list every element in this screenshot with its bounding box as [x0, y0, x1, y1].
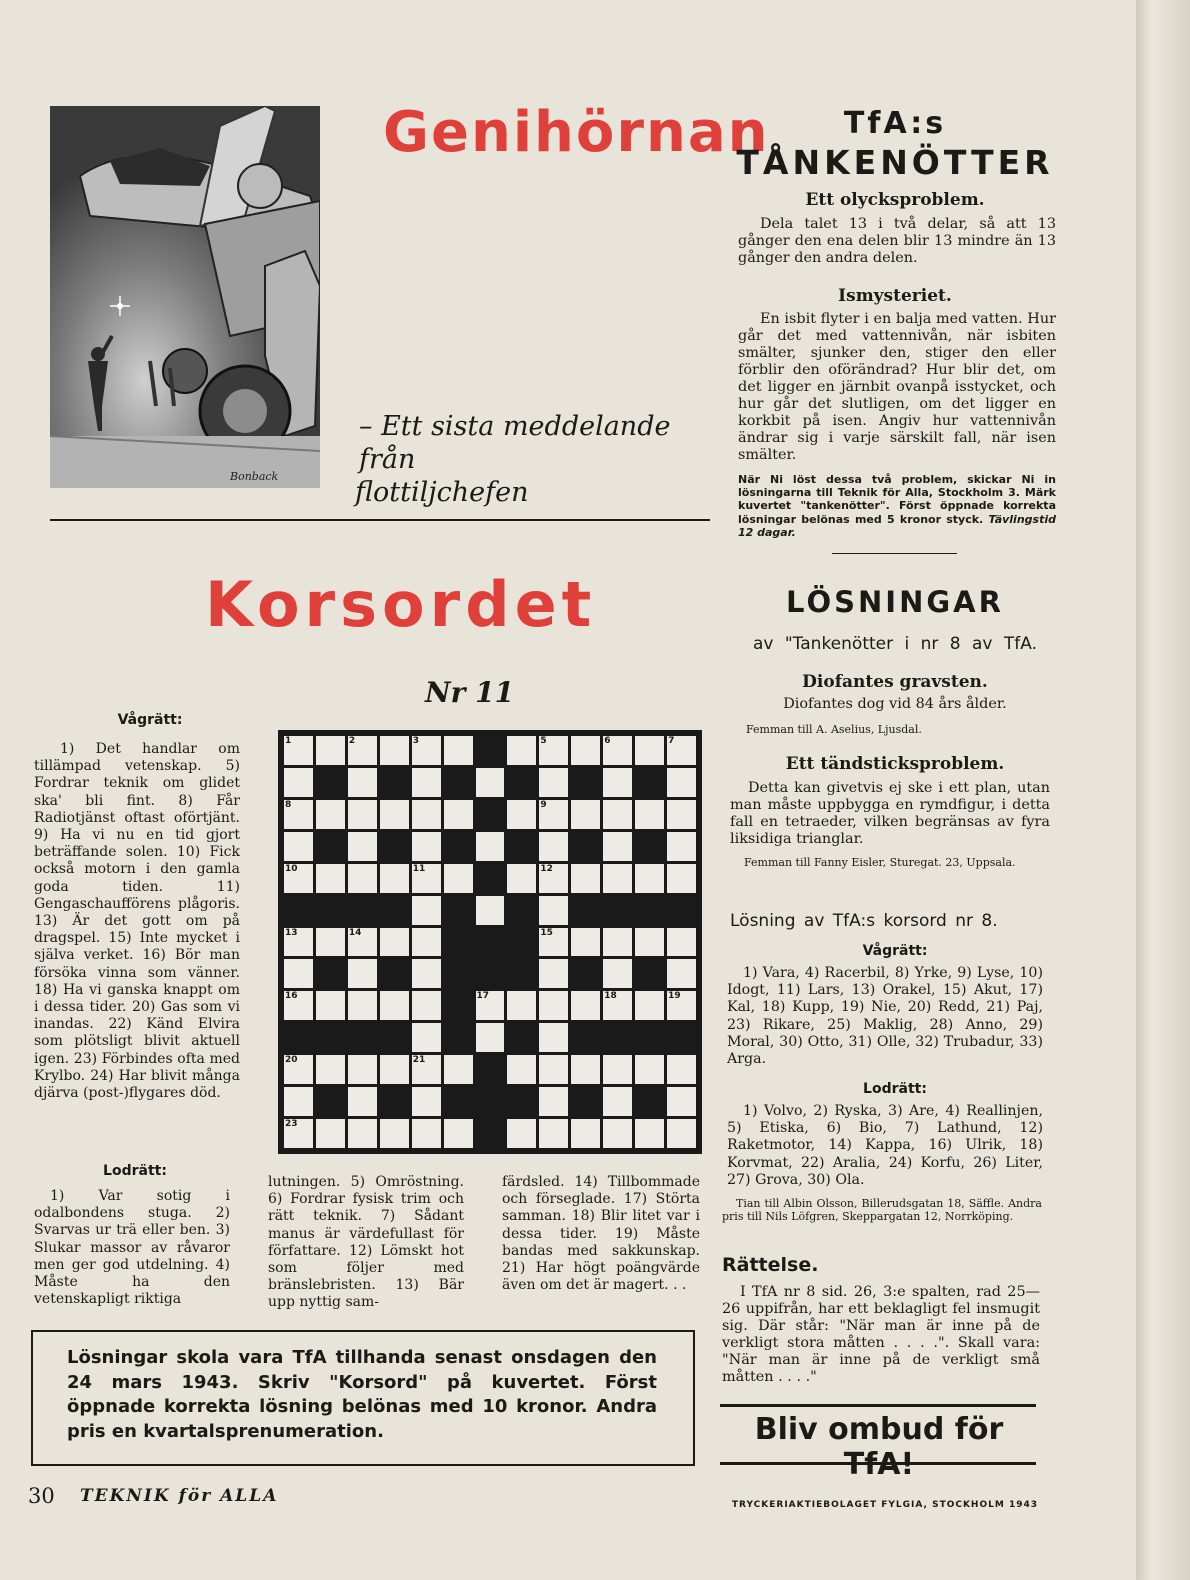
crossword-cell[interactable]: [667, 1087, 696, 1116]
crossword-cell[interactable]: [539, 959, 568, 988]
crossword-cell[interactable]: [635, 736, 664, 765]
short-divider: [832, 553, 957, 554]
crossword-cell[interactable]: [667, 768, 696, 797]
crossword-cell[interactable]: [348, 1087, 377, 1116]
losningar-header: LÖSNINGAR: [786, 585, 1004, 619]
crossword-cell[interactable]: [635, 1055, 664, 1084]
diofantes-prize: Femman till A. Aselius, Ljusdal.: [746, 723, 922, 736]
crossword-cell[interactable]: [571, 991, 600, 1020]
down-clues-col1: 1) Var sotig i odalbondens stuga. 2) Svarvas ur trä eller ben. 3) Slukar massor av råvaror men ger god utdelning. 4) Måste ha den vetenskapligt riktiga: [34, 1188, 230, 1308]
crossword-cell[interactable]: [603, 736, 632, 765]
aircraft-illustration: [50, 106, 320, 488]
crossword-cell[interactable]: [412, 896, 441, 925]
down-label: Lodrätt:: [103, 1163, 167, 1179]
crossword-cell[interactable]: [539, 1055, 568, 1084]
crossword-cell[interactable]: [539, 1023, 568, 1052]
down-clues-col2: lutningen. 5) Omröstning. 6) Fordrar fysisk trim och rätt teknik. 7) Sådant manus är värdefullast för författare. 12) Lömskt hot som följer med bränslebristen. 13) Bär upp nyttig sam-: [268, 1174, 464, 1311]
crossword-cell-number: 7: [668, 736, 675, 746]
crossword-cell[interactable]: [635, 991, 664, 1020]
problem2-text: En isbit flyter i en balja med vatten. Hur går det med vattennivån, när isbiten smälter, sjunker den, stiger den eller förblir den oförändrad? Hur blir det, om det ligger en järnbit ovanpå isstycket, och hur går det slutligen, om det ligger en korkbit på isen. Angiv hur vattennivån ändrar sig i varje särskilt fall, när isen smälter.: [738, 311, 1056, 463]
crossword-cell[interactable]: [507, 864, 536, 893]
crossword-cell[interactable]: [667, 736, 696, 765]
crossword-cell[interactable]: [316, 928, 345, 957]
crossword-cell[interactable]: [539, 800, 568, 829]
crossword-cell-number: 16: [285, 991, 298, 1002]
crossword-cell[interactable]: [284, 800, 313, 829]
printer-credit: TRYCKERIAKTIEBOLAGET FYLGIA, STOCKHOLM 1943: [731, 1500, 1038, 1510]
crossword-cell[interactable]: [348, 864, 377, 893]
crossword-cell[interactable]: [667, 959, 696, 988]
rattelse-title: Rättelse.: [722, 1254, 819, 1276]
crossword-cell[interactable]: [539, 768, 568, 797]
crossword-cell[interactable]: [284, 959, 313, 988]
crossword-cell[interactable]: [284, 1087, 313, 1116]
crossword-notice: [31, 1330, 695, 1466]
solution-down-label: Lodrätt:: [863, 1081, 927, 1097]
losningar-subheader: av "Tankenötter i nr 8 av TfA.: [752, 634, 1038, 654]
crossword-cell[interactable]: [316, 991, 345, 1020]
crossword-cell-number: 10: [285, 863, 298, 874]
cartoon-caption: [355, 410, 695, 509]
banner-rule-bottom: [720, 1462, 1036, 1465]
crossword-cell[interactable]: [380, 1119, 409, 1148]
crossword-cell[interactable]: [380, 864, 409, 893]
crossword-cell[interactable]: [667, 991, 696, 1020]
crossword-cell[interactable]: [539, 832, 568, 861]
diofantes-title: Diofantes gravsten.: [802, 672, 988, 692]
crossword-cell[interactable]: [444, 864, 473, 893]
crossword-cell[interactable]: [635, 928, 664, 957]
crossword-cell[interactable]: [284, 832, 313, 861]
svg-text:Bonback: Bonback: [230, 470, 279, 483]
genihornan-title: Genihörnan: [383, 100, 770, 165]
korsordet-title: Korsordet: [205, 568, 597, 641]
crossword-cell[interactable]: [539, 928, 568, 957]
korsord-solution-title: Lösning av TfA:s korsord nr 8.: [730, 911, 998, 931]
crossword-cell[interactable]: [476, 768, 505, 797]
crossword-cell[interactable]: [667, 800, 696, 829]
crossword-cell[interactable]: [539, 1087, 568, 1116]
crossword-cell[interactable]: [603, 991, 632, 1020]
crossword-cell[interactable]: [667, 864, 696, 893]
crossword-cell[interactable]: [348, 959, 377, 988]
crossword-cell[interactable]: [571, 864, 600, 893]
crossword-cell[interactable]: [603, 959, 632, 988]
contest-deadline: Tävlingstid 12 dagar.: [738, 512, 1056, 539]
crossword-cell[interactable]: [348, 832, 377, 861]
crossword-cell[interactable]: [507, 800, 536, 829]
crossword-cell[interactable]: [316, 800, 345, 829]
crossword-cell-number: 12: [540, 863, 553, 874]
crossword-cell-number: 17: [476, 991, 490, 1002]
crossword-cell[interactable]: [603, 1055, 632, 1084]
crossword-cell[interactable]: [539, 991, 568, 1020]
solution-down-text: 1) Volvo, 2) Ryska, 3) Are, 4) Reallinjen, 5) Etiska, 6) Bio, 7) Lathund, 12) Raketmotor, 14) Kappa, 16) Ulrik, 18) Korvmat, 22) Aralia, 24) Korfu, 26) Liter, 27) Grova, 30) Ola.: [727, 1103, 1043, 1188]
contest-text: När Ni löst dessa två problem, skickar Ni in lösningarna till Teknik för Alla, Stockholm 3. Märk kuvertet "tankenötter". Först öppnade korrekta lösningar belönas med 5 kronor styck.: [738, 473, 1056, 526]
crossword-cell[interactable]: [316, 864, 345, 893]
across-label: Vågrätt:: [117, 712, 183, 728]
crossword-cell-number: 15: [540, 927, 553, 938]
crossword-cell-number: 2: [348, 736, 356, 746]
crossword-cell[interactable]: [348, 928, 377, 957]
contest-info: [738, 473, 1056, 539]
crossword-cell[interactable]: [348, 1055, 377, 1084]
crossword-number: Nr 11: [425, 676, 515, 709]
crossword-cell[interactable]: [635, 864, 664, 893]
bliv-ombud-banner: Bliv ombud för TfA!: [754, 1412, 1004, 1482]
crossword-cell[interactable]: [444, 1055, 473, 1084]
crossword-cell-number: 18: [604, 991, 617, 1002]
crossword-cell-number: 1: [285, 736, 292, 746]
crossword-cell-number: 19: [668, 991, 681, 1002]
crossword-cell[interactable]: [539, 864, 568, 893]
problem2-title: Ismysteriet.: [838, 286, 952, 306]
tandsticks-title: Ett tändsticksproblem.: [785, 754, 1005, 774]
crossword-cell-number: 9: [540, 799, 547, 810]
crossword-cell[interactable]: [444, 1119, 473, 1148]
crossword-cell[interactable]: [603, 1087, 632, 1116]
crossword-cell-number: 23: [285, 1119, 298, 1130]
crossword-cell[interactable]: [348, 991, 377, 1020]
divider: [50, 519, 710, 521]
crossword-cell[interactable]: [348, 800, 377, 829]
crossword-cell[interactable]: [571, 736, 600, 765]
rattelse-text: I TfA nr 8 sid. 26, 3:e spalten, rad 25—26 uppifrån, har ett beklagligt fel insmugit sig. Där står: "När man är inne på de verkligt stora måtten . . . .". Skall vara: "När man är inne på de verkligt små måtten . . . .": [722, 1284, 1040, 1385]
crossword-cell[interactable]: [412, 1055, 441, 1084]
solution-across-label: Vågrätt:: [862, 943, 928, 959]
crossword-cell[interactable]: [348, 768, 377, 797]
crossword-cell[interactable]: [412, 1023, 441, 1052]
crossword-cell[interactable]: [507, 1055, 536, 1084]
crossword-cell[interactable]: [571, 1055, 600, 1084]
crossword-cell[interactable]: [284, 928, 313, 957]
crossword-cell[interactable]: [507, 736, 536, 765]
crossword-cell[interactable]: [476, 832, 505, 861]
crossword-cell[interactable]: [635, 1119, 664, 1148]
tandsticks-text: Detta kan givetvis ej ske i ett plan, utan man måste uppbygga en rymdfigur, i detta fall en tetraeder, vilken begränsas av fyra liksidiga trianglar.: [730, 780, 1050, 847]
crossword-cell[interactable]: [603, 832, 632, 861]
crossword-cell[interactable]: [284, 864, 313, 893]
crossword-cell[interactable]: [603, 768, 632, 797]
airplane-illustration-icon: [50, 106, 320, 488]
crossword-cell[interactable]: [412, 800, 441, 829]
crossword-cell[interactable]: [603, 928, 632, 957]
crossword-cell[interactable]: [284, 768, 313, 797]
crossword-cell-number: 14: [348, 927, 362, 938]
crossword-cell[interactable]: [412, 864, 441, 893]
tankenotter-header-1: TfA:s: [843, 106, 947, 141]
korsord-prize: Tian till Albin Olsson, Billerudsgatan 18, Säffle. Andra pris till Nils Löfgren, Skeppargatan 12, Norrköping.: [722, 1197, 1042, 1223]
crossword-cell[interactable]: [571, 800, 600, 829]
crossword-cell[interactable]: [348, 736, 377, 765]
crossword-cell[interactable]: [476, 1023, 505, 1052]
crossword-cell-number: 11: [412, 863, 426, 874]
tankenotter-header-2: TÅNKENÖTTER: [736, 143, 1054, 182]
crossword-cell[interactable]: [284, 1055, 313, 1084]
crossword-cell[interactable]: [444, 800, 473, 829]
crossword-cell[interactable]: [412, 1087, 441, 1116]
crossword-cell[interactable]: [603, 1119, 632, 1148]
page-number: 30: [28, 1484, 55, 1508]
crossword-cell[interactable]: [444, 736, 473, 765]
solution-across-text: 1) Vara, 4) Racerbil, 8) Yrke, 9) Lyse, 10) Idogt, 11) Lars, 13) Orakel, 15) Akut, 17) Kal, 18) Kupp, 19) Nie, 20) Redd, 21) Paj, 23) Rikare, 25) Maklig, 28) Anno, 29) Moral, 30) Otto, 31) Olle, 32) Trubadur, 33) Arga.: [727, 965, 1043, 1068]
crossword-cell[interactable]: [412, 991, 441, 1020]
crossword-cell-number: 6: [604, 736, 611, 746]
across-clues: 1) Det handlar om tillämpad vetenskap. 5) Fordrar teknik om glidet ska' bli fint. 8) Får Radiotjänst oftast oförtjänt. 9) Ha vi nu en tid gjort beträffande solen. 10) Fick också motorn i den gamla goda tiden. 11) Gengaschaufförens plågoris. 13) Är det gott om på dragspel. 15) Inte mycket i själva verket. 16) Bör man försöka vinna som vänner. 18) Ha vi ganska knappt om i dessa tider. 20) Gas som vi inandas. 22) Känd Elvira som plötsligt blivit aktuell igen. 23) Förbindes ofta med Krylbo. 24) Har blivit många djärva (post-)flygares död.: [34, 741, 240, 1102]
crossword-cell[interactable]: [476, 896, 505, 925]
caption-line-2: flottiljchefen: [355, 477, 529, 508]
crossword-cell[interactable]: [412, 736, 441, 765]
crossword-cell[interactable]: [412, 928, 441, 957]
crossword-cell[interactable]: [603, 864, 632, 893]
tandsticks-prize: Femman till Fanny Eisler, Sturegat. 23, Uppsala.: [744, 856, 1016, 869]
diofantes-text: Diofantes dog vid 84 års ålder.: [783, 696, 1007, 712]
problem1-title: Ett olycksproblem.: [805, 190, 985, 210]
crossword-cell[interactable]: [667, 832, 696, 861]
crossword-cell[interactable]: [316, 1055, 345, 1084]
crossword-cell[interactable]: [380, 736, 409, 765]
crossword-cell[interactable]: [539, 1119, 568, 1148]
crossword-cell[interactable]: [284, 991, 313, 1020]
crossword-cell[interactable]: [507, 991, 536, 1020]
crossword-grid[interactable]: [278, 730, 702, 1154]
down-clues-col3: färdsled. 14) Tillbommade och förseglade. 17) Störta samman. 18) Blir litet var i dessa tider. 19) Måste bandas med sakkunskap. 21) Har högt poängvärde även om det är magert. . .: [502, 1174, 700, 1294]
crossword-cell-number: 21: [412, 1055, 426, 1066]
crossword-cell[interactable]: [284, 736, 313, 765]
crossword-cell[interactable]: [412, 1119, 441, 1148]
crossword-cell-number: 20: [285, 1055, 298, 1066]
crossword-cell[interactable]: [667, 1119, 696, 1148]
notice-text: Lösningar skola vara TfA tillhanda senast onsdagen den 24 mars 1943. Skriv "Korsord" på kuvertet. Först öppnade korrekta lösning belönas med 10 kronor. Andra pris en kvartalsprenumeration.: [67, 1347, 657, 1442]
crossword-cell[interactable]: [571, 928, 600, 957]
crossword-cell[interactable]: [380, 800, 409, 829]
magazine-name: TEKNIK för ALLA: [80, 1486, 279, 1506]
crossword-cell[interactable]: [348, 1119, 377, 1148]
crossword-cell[interactable]: [412, 959, 441, 988]
crossword-cell-number: 13: [285, 927, 298, 938]
crossword-cell[interactable]: [380, 1055, 409, 1084]
crossword-cell[interactable]: [539, 896, 568, 925]
banner-rule-top: [720, 1404, 1036, 1407]
crossword-cell[interactable]: [667, 928, 696, 957]
crossword-cell[interactable]: [507, 1119, 536, 1148]
crossword-cell[interactable]: [316, 1119, 345, 1148]
crossword-cell[interactable]: [284, 1119, 313, 1148]
crossword-cell[interactable]: [476, 991, 505, 1020]
crossword-cell-number: 5: [540, 736, 547, 746]
crossword-cell[interactable]: [380, 991, 409, 1020]
page-spine: [1136, 0, 1190, 1580]
crossword-cell[interactable]: [667, 1055, 696, 1084]
crossword-cell[interactable]: [316, 736, 345, 765]
crossword-cell[interactable]: [635, 800, 664, 829]
caption-line-1: – Ett sista meddelande från: [359, 411, 671, 475]
crossword-cell[interactable]: [603, 800, 632, 829]
crossword-cell-number: 3: [412, 736, 419, 746]
problem1-text: Dela talet 13 i två delar, så att 13 gånger den ena delen blir 13 mindre än 13 gånger den andra delen.: [738, 216, 1056, 266]
crossword-cell[interactable]: [571, 1119, 600, 1148]
crossword-cell[interactable]: [412, 832, 441, 861]
crossword-cell[interactable]: [412, 768, 441, 797]
crossword-cell[interactable]: [380, 928, 409, 957]
crossword-cell-number: 8: [285, 799, 292, 810]
crossword-cell[interactable]: [539, 736, 568, 765]
